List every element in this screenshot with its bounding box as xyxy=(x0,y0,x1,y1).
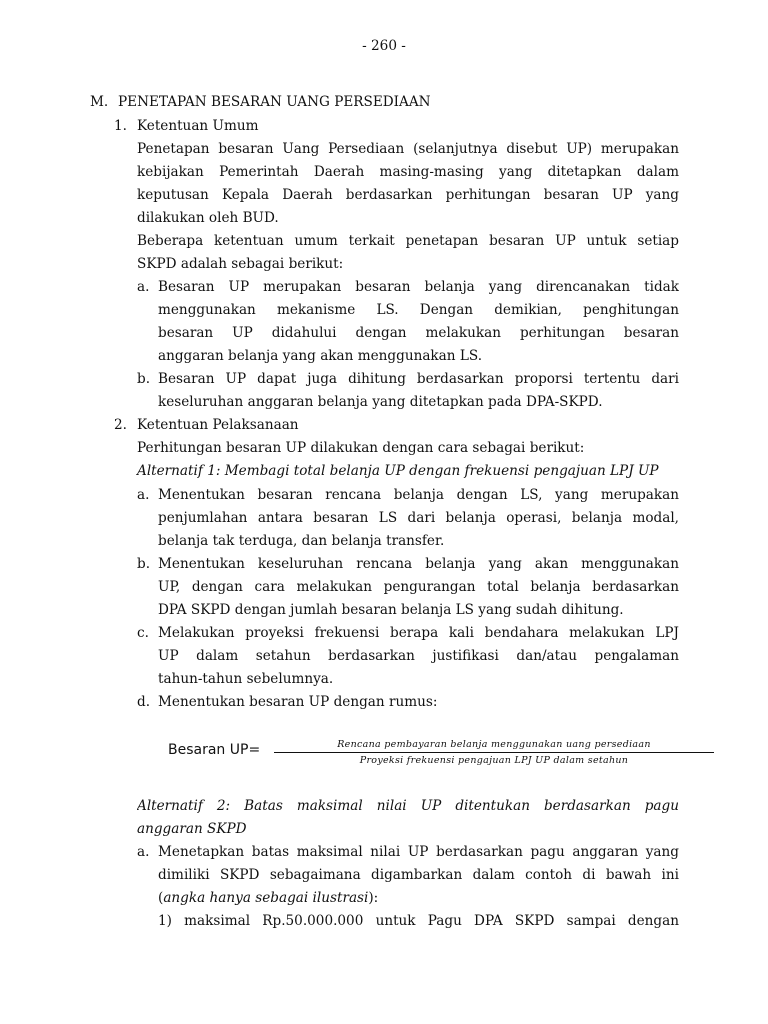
section-marker: M. xyxy=(90,94,109,110)
item2-a-line2: penjumlahan antara besaran LS dari belanja operasi, belanja modal, xyxy=(158,510,679,526)
item1-title: Ketentuan Umum xyxy=(137,118,259,134)
item2-d-marker: d. xyxy=(137,694,151,710)
item1-b-line1: Besaran UP dapat juga dihitung berdasarkan proporsi tertentu dari xyxy=(158,371,679,387)
item1-marker: 1. xyxy=(114,118,127,134)
item1-para1-line4: dilakukan oleh BUD. xyxy=(137,210,279,226)
item2-c-line1: Melakukan proyeksi frekuensi berapa kali bendahara melakukan LPJ xyxy=(158,625,679,641)
item2-b-line1: Menentukan keseluruhan rencana belanja yang akan menggunakan xyxy=(158,556,679,572)
page-number: - 260 - xyxy=(362,38,406,54)
item1-a-line4: anggaran belanja yang akan menggunakan LS. xyxy=(158,348,483,364)
item2-a-marker: a. xyxy=(137,487,150,503)
formula-denominator: Proyeksi frekuensi pengajuan LPJ UP dalam setahun xyxy=(359,755,629,766)
section-title: PENETAPAN BESARAN UANG PERSEDIAAN xyxy=(118,94,431,110)
item1-a-line3: besaran UP didahului dengan melakukan perhitungan besaran xyxy=(158,325,679,341)
item2-a-line3: belanja tak terduga, dan belanja transfer. xyxy=(158,533,445,549)
item1-a-line1: Besaran UP merupakan besaran belanja yang direncanakan tidak xyxy=(158,279,679,295)
item2-a2-line3 xyxy=(158,889,378,907)
paren-close: ): xyxy=(368,890,379,906)
item1-a-line2: menggunakan mekanisme LS. Dengan demikian, penghitungan xyxy=(158,302,679,318)
illustration-note: angka hanya sebagai ilustrasi xyxy=(163,890,369,906)
item2-c-line2: UP dalam setahun berdasarkan justifikasi dan/atau pengalaman xyxy=(158,648,679,664)
item2-b-line2: UP, dengan cara melakukan pengurangan total belanja berdasarkan xyxy=(158,579,679,595)
item2-a-line1: Menentukan besaran rencana belanja dengan LS, yang merupakan xyxy=(158,487,679,503)
item2-marker: 2. xyxy=(114,417,127,433)
item1-para1-line3: keputusan Kepala Daerah berdasarkan perhitungan besaran UP yang xyxy=(137,187,679,203)
item2-intro: Perhitungan besaran UP dilakukan dengan cara sebagai berikut: xyxy=(137,440,585,456)
item2-c-marker: c. xyxy=(137,625,149,641)
item2-b-marker: b. xyxy=(137,556,151,572)
item1-b-line2: keseluruhan anggaran belanja yang ditetapkan pada DPA-SKPD. xyxy=(158,394,603,410)
item1-para2-line1: Beberapa ketentuan umum terkait penetapan besaran UP untuk setiap xyxy=(137,233,679,249)
item2-alt2-line1: Alternatif 2: Batas maksimal nilai UP ditentukan berdasarkan pagu xyxy=(137,798,679,814)
item2-title: Ketentuan Pelaksanaan xyxy=(137,417,299,433)
item2-alt2-line2: anggaran SKPD xyxy=(137,821,247,837)
item2-c-line3: tahun-tahun sebelumnya. xyxy=(158,671,334,687)
formula-numerator: Rencana pembayaran belanja menggunakan uang persediaan xyxy=(337,739,651,750)
paren-open: ( xyxy=(158,890,164,906)
item1-para2-line2: SKPD adalah sebagai berikut: xyxy=(137,256,344,272)
item1-para1-line1: Penetapan besaran Uang Persediaan (selanjutnya disebut UP) merupakan xyxy=(137,141,679,157)
item2-b-line3: DPA SKPD dengan jumlah besaran belanja LS yang sudah dihitung. xyxy=(158,602,624,618)
item2-a2-marker: a. xyxy=(137,844,150,860)
fraction-bar xyxy=(274,752,714,753)
item1-a-marker: a. xyxy=(137,279,150,295)
item1-para1-line2: kebijakan Pemerintah Daerah masing-masing yang ditetapkan dalam xyxy=(137,164,679,180)
formula-fraction xyxy=(274,738,714,767)
item2-a2-line2: dimiliki SKPD sebagaimana digambarkan dalam contoh di bawah ini xyxy=(158,867,679,883)
item2-d-line: Menentukan besaran UP dengan rumus: xyxy=(158,694,438,710)
item1-b-marker: b. xyxy=(137,371,151,387)
item2-a2-line1: Menetapkan batas maksimal nilai UP berdasarkan pagu anggaran yang xyxy=(158,844,679,860)
formula-label: Besaran UP= xyxy=(168,742,261,758)
item2-alt1-heading: Alternatif 1: Membagi total belanja UP dengan frekuensi pengajuan LPJ UP xyxy=(137,463,659,479)
item2-sub1-line: 1) maksimal Rp.50.000.000 untuk Pagu DPA SKPD sampai dengan xyxy=(158,913,679,929)
